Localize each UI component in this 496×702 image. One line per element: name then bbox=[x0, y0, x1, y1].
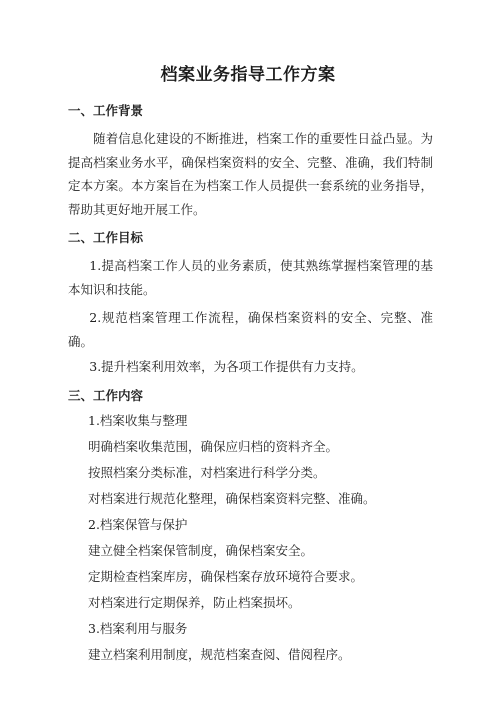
content-line: 对档案进行规范化整理，确保档案资料完整、准确。 bbox=[88, 490, 376, 506]
content-line: 定期检查档案库房，确保档案存放环境符合要求。 bbox=[88, 568, 364, 584]
content-line: 建立档案利用制度，规范档案查阅、借阅程序。 bbox=[88, 646, 351, 662]
section-heading-content: 三、工作内容 bbox=[68, 387, 144, 403]
section-heading-background: 一、工作背景 bbox=[68, 103, 144, 118]
goal-item: 2.规范档案管理工作流程，确保档案资料的安全、完整、准确。 bbox=[68, 310, 433, 349]
content-subheading: 3.档案利用与服务 bbox=[88, 620, 188, 636]
document-body bbox=[68, 102, 433, 672]
content-line: 明确档案收集范围，确保应归档的资料齐全。 bbox=[88, 438, 339, 454]
document-title: 档案业务指导工作方案 bbox=[160, 65, 336, 85]
goal-item: 1.提高档案工作人员的业务素质，使其熟练掌握档案管理的基本知识和技能。 bbox=[68, 258, 433, 297]
content-line: 对档案进行定期保养，防止档案损坏。 bbox=[88, 594, 301, 610]
section-heading-goals: 二、工作目标 bbox=[68, 230, 144, 245]
content-line: 按照档案分类标准，对档案进行科学分类。 bbox=[88, 464, 326, 480]
content-subheading: 1.档案收集与整理 bbox=[88, 412, 188, 428]
background-paragraph: 随着信息化建设的不断推进，档案工作的重要性日益凸显。为提高档案业务水平，确保档案资料的安全、完整、准确，我们特制定本方案。本方案旨在为档案工作人员提供一套系统的业务指导，帮助其更好地开展工作。 bbox=[68, 131, 433, 217]
content-line: 建立健全档案保管制度，确保档案安全。 bbox=[88, 542, 314, 558]
goal-item: 3.提升档案利用效率，为各项工作提供有力支持。 bbox=[89, 359, 364, 374]
content-subheading: 2.档案保管与保护 bbox=[88, 516, 188, 532]
